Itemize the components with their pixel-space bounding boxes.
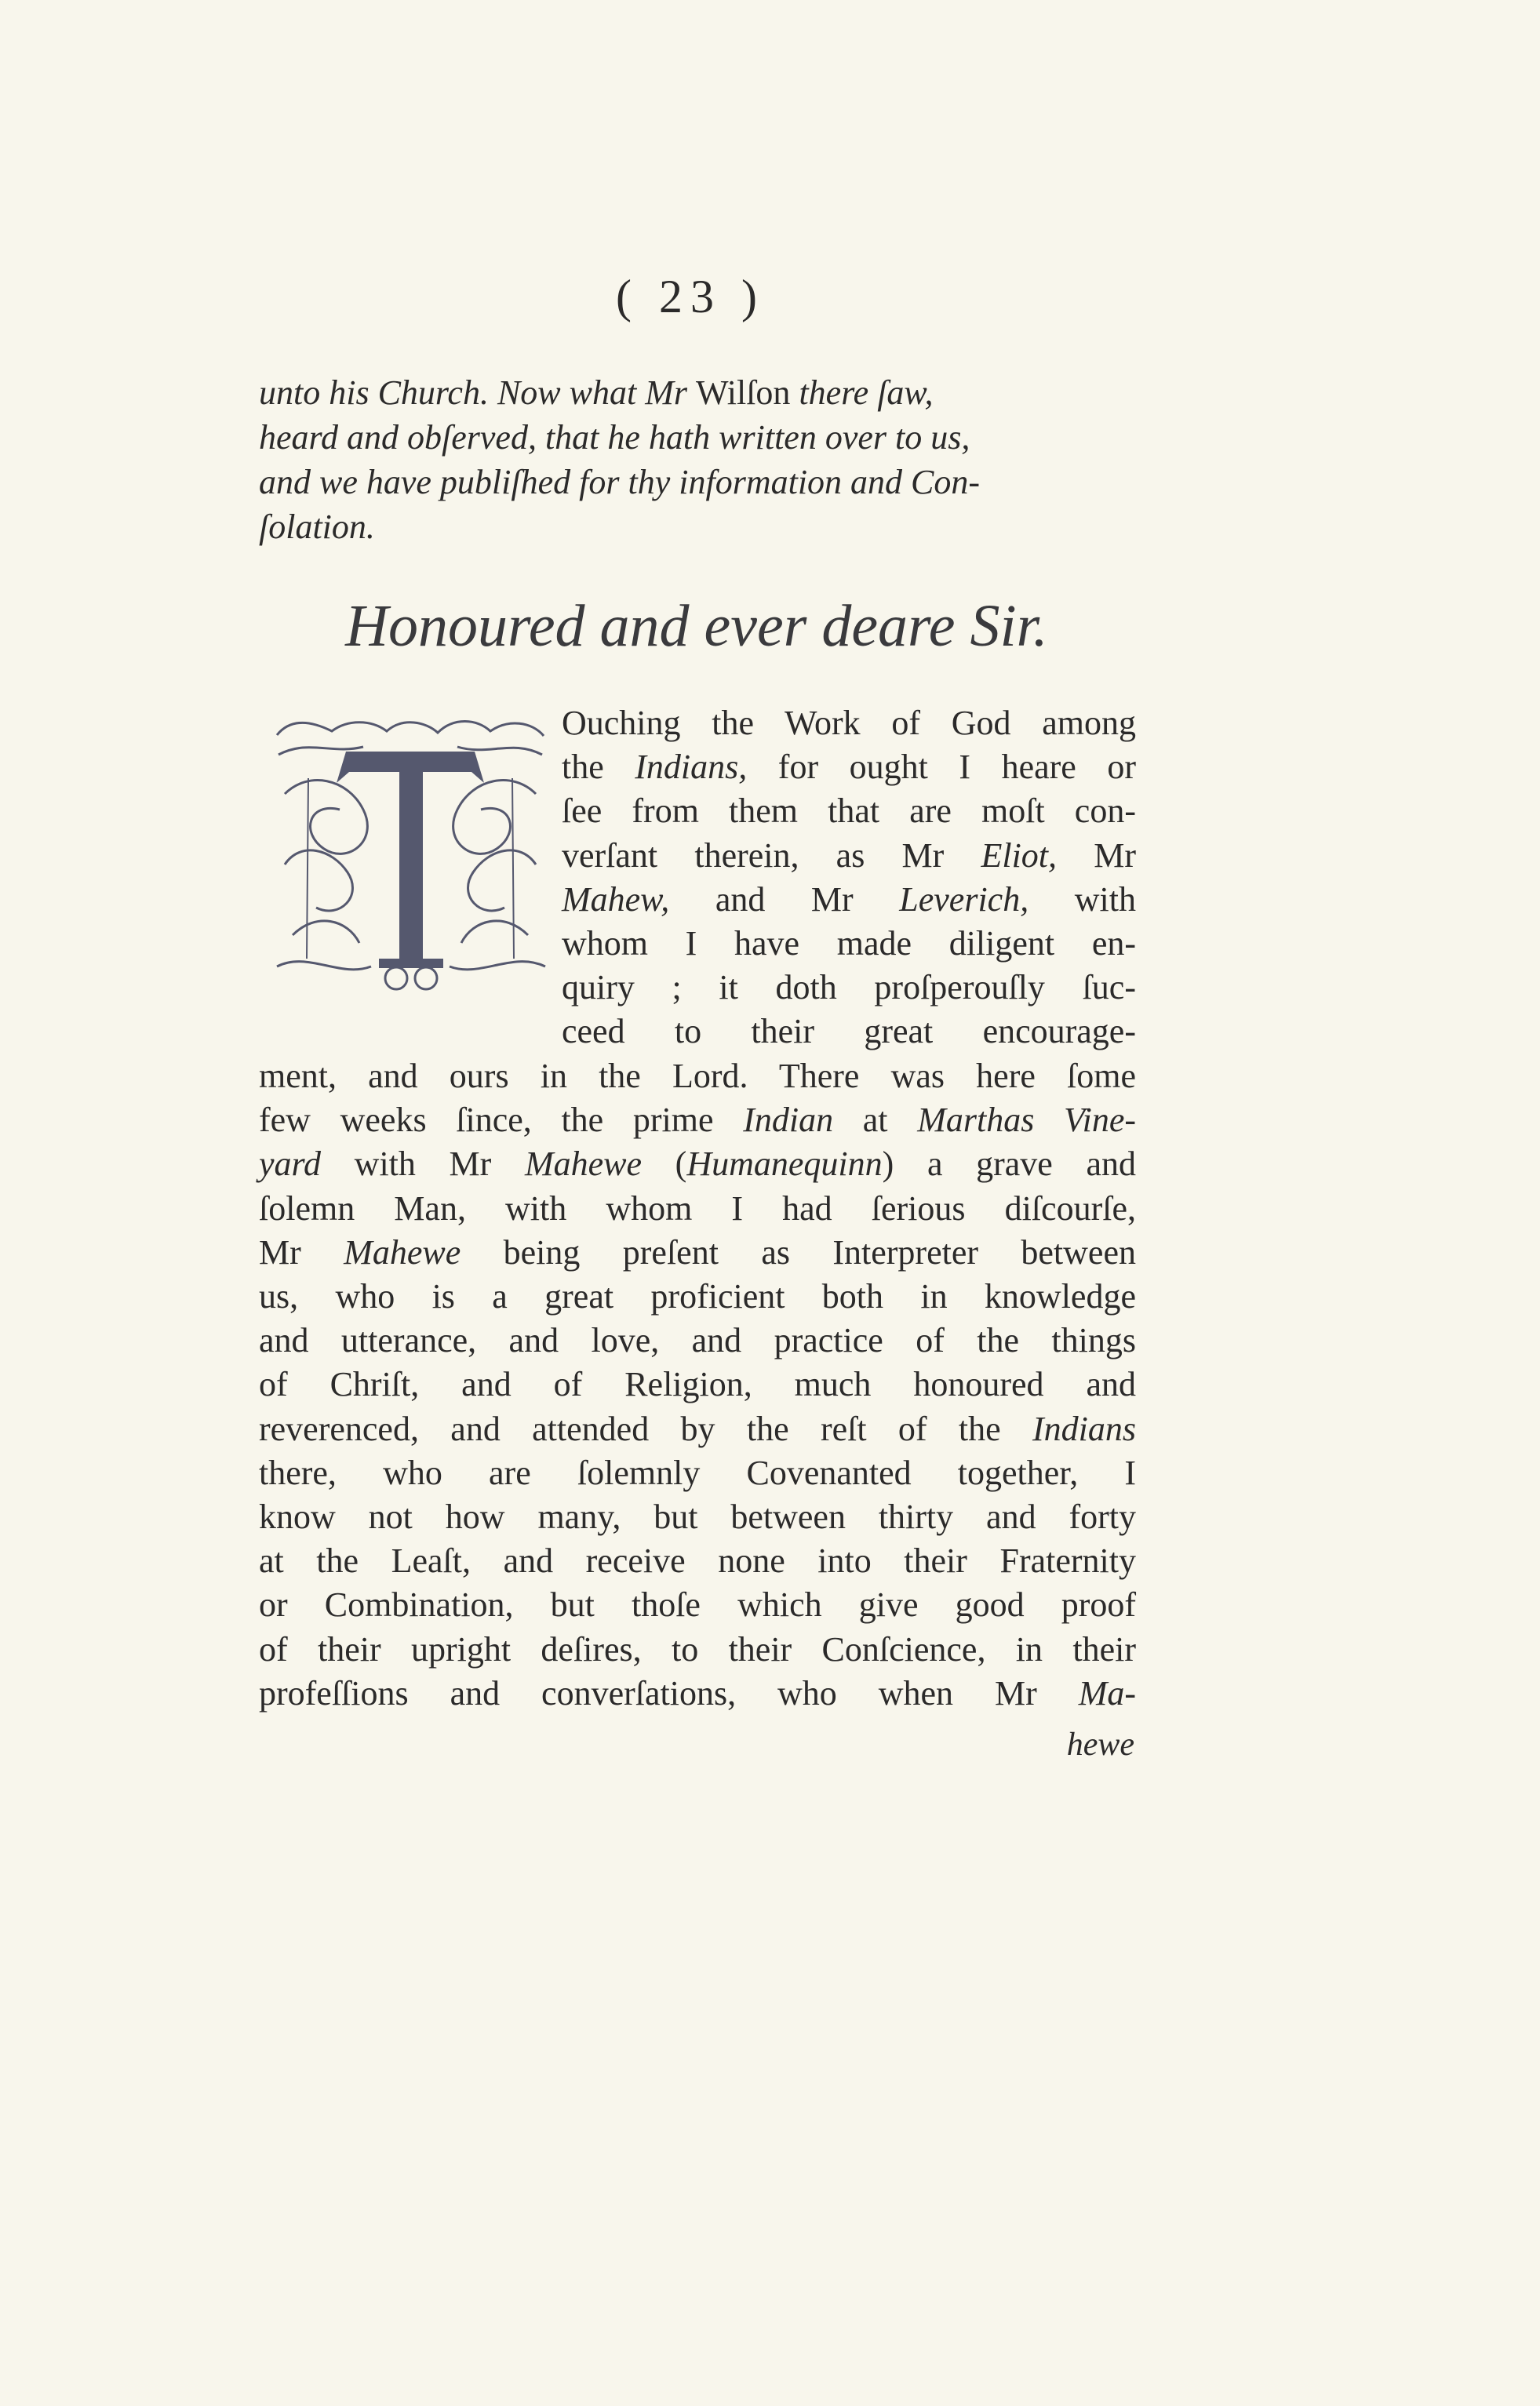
- intro-line: unto his Church. Now what Mr Wilſon there ſaw,: [259, 373, 934, 412]
- text-line: know not how many, but between thirty and forty: [259, 1498, 1136, 1537]
- text-line: of their upright deſires, to their Conſcience, in their: [259, 1629, 1136, 1669]
- text-line: and utterance, and love, and practice of the things: [259, 1321, 1136, 1360]
- catchword: hewe: [1066, 1727, 1134, 1763]
- intro-line: heard and obſerved, that he hath written over to us,: [259, 418, 970, 457]
- text-line: Mahew, and Mr Leverich, with: [562, 879, 1136, 919]
- text-line: verſant therein, as Mr Eliot, Mr: [562, 835, 1137, 875]
- text-line: quiry ; it doth proſperouſly ſuc-: [562, 968, 1136, 1007]
- paragraph-beside-initial: [562, 701, 1136, 1054]
- text-line: at the Leaſt, and receive none into their Fraternity: [259, 1542, 1136, 1581]
- text-line: profeſſions and converſations, who when Mr Ma-: [259, 1673, 1136, 1713]
- paragraph-full-width: [259, 1054, 1136, 1716]
- letter-salutation: Honoured and ever deare Sir.: [345, 593, 1048, 659]
- text-line: ceed to their great encourage-: [562, 1012, 1136, 1051]
- text-line: reverenced, and attended by the reſt of the Indians: [259, 1409, 1136, 1448]
- text-line: yard with Mr Mahewe (Humanequinn) a grave and: [259, 1145, 1137, 1184]
- text-line: ſolemn Man, with whom I had ſerious diſcourſe,: [259, 1188, 1136, 1228]
- intro-paragraph: [259, 370, 1134, 549]
- text-line: us, who is a great proficient both in knowledge: [259, 1277, 1136, 1316]
- text-line: or Combination, but thoſe which give good proof: [259, 1585, 1136, 1625]
- text-line: Mr Mahewe being preſent as Interpreter between: [259, 1232, 1136, 1272]
- page-number: ( 23 ): [616, 271, 765, 322]
- text-line: of Chriſt, and of Religion, much honoured and: [259, 1365, 1136, 1404]
- text-line: ment, and ours in the Lord. There was here ſome: [259, 1057, 1136, 1095]
- text-line: there, who are ſolemnly Covenanted together, I: [259, 1453, 1136, 1492]
- text-line: few weeks ſince, the prime Indian at Marthas Vine-: [259, 1101, 1137, 1140]
- text-line: the Indians, for ought I heare or: [562, 748, 1136, 787]
- text-line: whom I have made diligent en-: [562, 924, 1136, 963]
- text-line: Ouching the Work of God among: [562, 704, 1136, 742]
- intro-line: and we have publiſhed for thy information and Con-: [259, 463, 981, 501]
- decorated-initial-t: [261, 708, 558, 1003]
- text-line: ſee from them that are moſt con-: [562, 792, 1136, 831]
- intro-line: ſolation.: [259, 508, 375, 546]
- decorated-initial-icon: [261, 708, 558, 1003]
